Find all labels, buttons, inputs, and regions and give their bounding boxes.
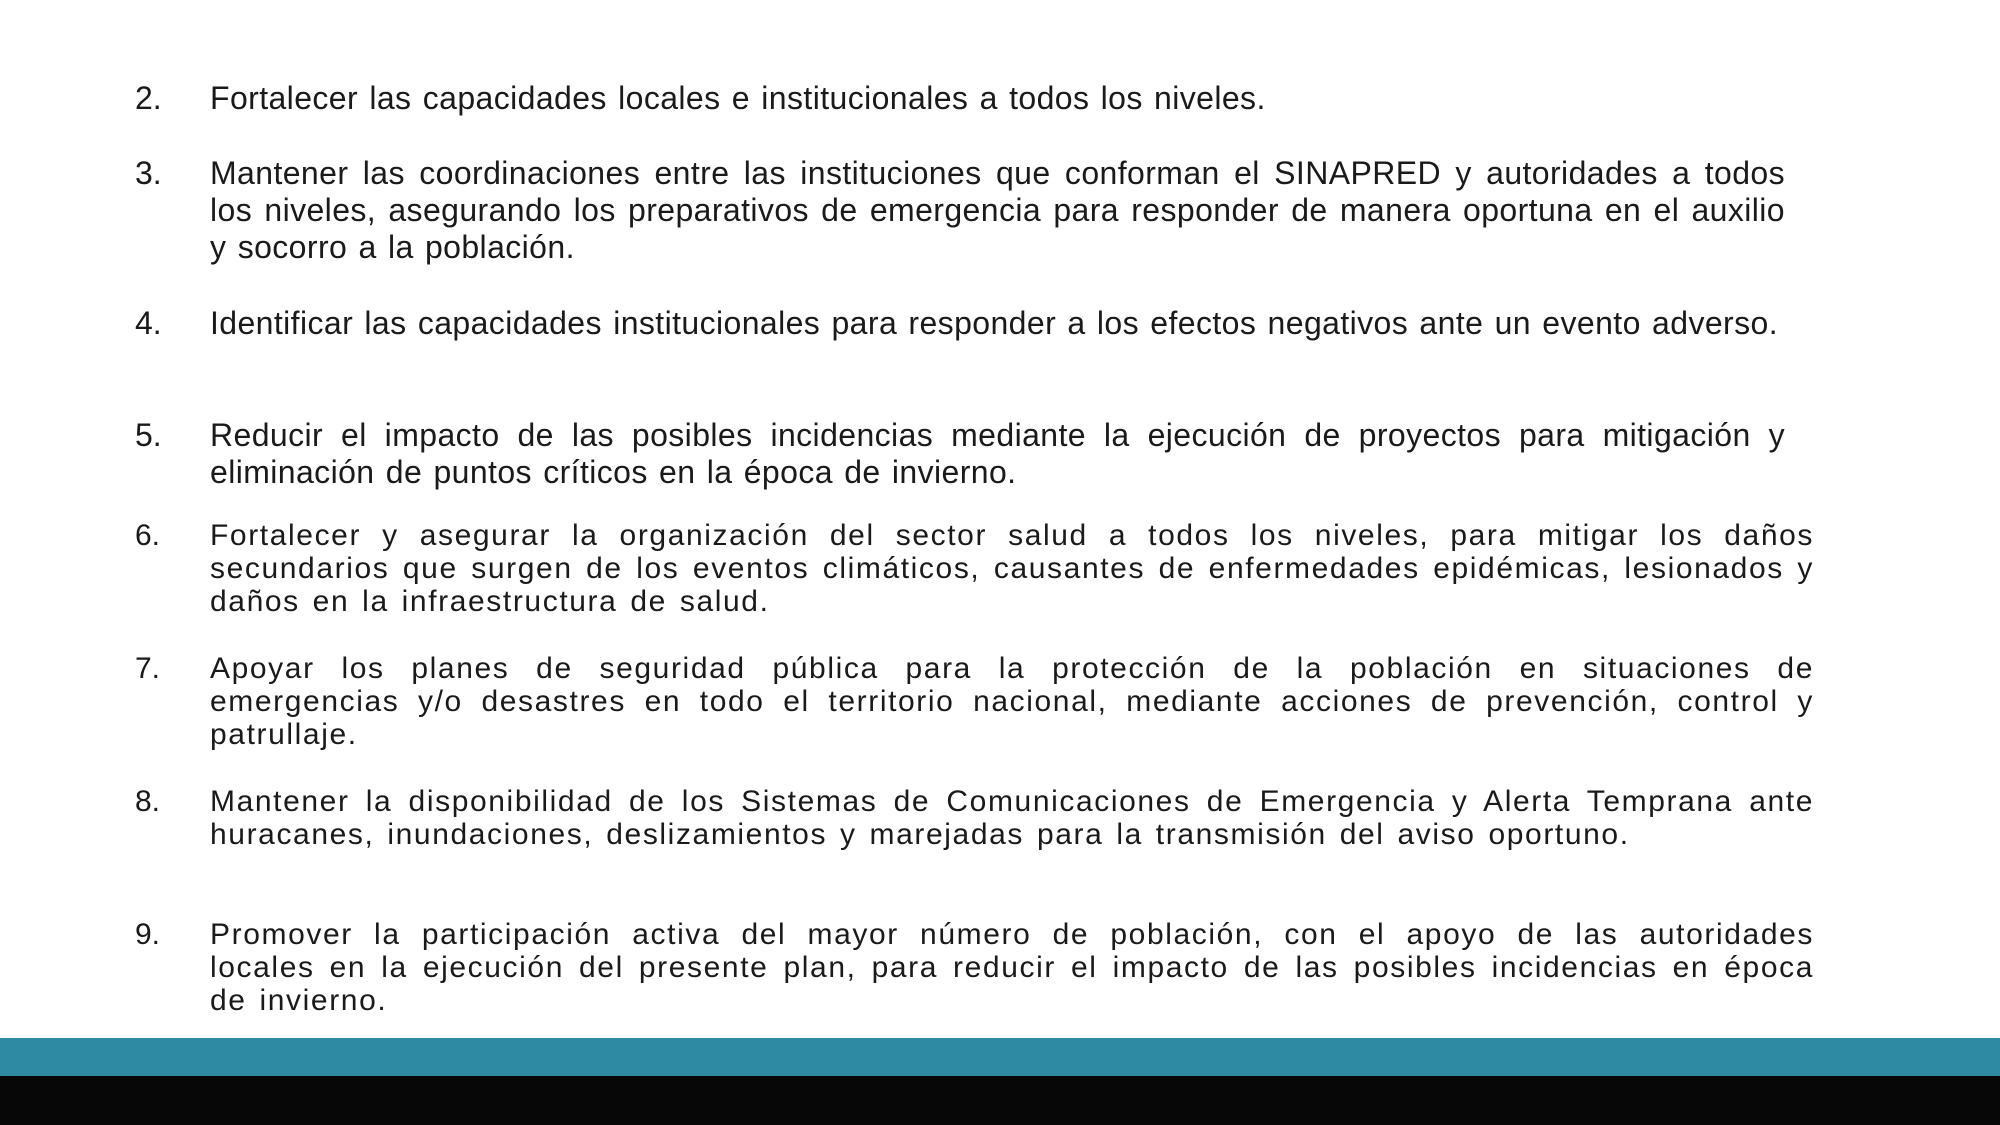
item-number: 6. [135, 519, 161, 552]
footer-dark-bar [0, 1076, 2000, 1125]
item-text: Identificar las capacidades institucionales para responder a los efectos negativos ante un evento adverso. [210, 305, 1778, 341]
item-text: Mantener las coordinaciones entre las instituciones que conforman el SINAPRED y autoridades a todos los niveles, asegurando los preparativos de emergencia para responder de manera oportuna en el auxilio y socorro a la población. [210, 155, 1785, 265]
item-number: 9. [135, 918, 161, 951]
item-text: Reducir el impacto de las posibles incidencias mediante la ejecución de proyectos para mitigación y eliminación de puntos críticos en la época de invierno. [210, 417, 1785, 490]
footer-teal-bar [0, 1038, 2000, 1076]
list-item-9 [135, 918, 1814, 1017]
item-text: Promover la participación activa del mayor número de población, con el apoyo de las autoridades locales en la ejecución del presente plan, para reducir el impacto de las posibles incidencias en época de invierno. [210, 918, 1814, 1017]
item-text: Apoyar los planes de seguridad pública para la protección de la población en situaciones de emergencias y/o desastres en todo el territorio nacional, mediante acciones de prevención, control y patrullaje. [210, 652, 1814, 751]
item-text: Fortalecer las capacidades locales e institucionales a todos los niveles. [210, 80, 1266, 116]
item-number: 3. [135, 155, 162, 191]
item-text: Fortalecer y asegurar la organización del sector salud a todos los niveles, para mitigar los daños secundarios que surgen de los eventos climáticos, causantes de enfermedades epidémicas, lesionados y daños en la infraestructura de salud. [210, 519, 1814, 618]
list-item-4 [135, 305, 1785, 342]
item-number: 7. [135, 652, 161, 685]
item-number: 5. [135, 417, 162, 453]
item-text: Mantener la disponibilidad de los Sistemas de Comunicaciones de Emergencia y Alerta Temprana ante huracanes, inundaciones, deslizamientos y marejadas para la transmisión del aviso oportuno. [210, 785, 1814, 851]
item-number: 2. [135, 80, 162, 116]
list-item-7 [135, 652, 1814, 751]
list-item-2 [135, 80, 1785, 117]
list-item-6 [135, 519, 1814, 618]
list-item-3 [135, 155, 1785, 266]
list-item-5 [135, 417, 1785, 491]
item-number: 8. [135, 785, 161, 818]
list-item-8 [135, 785, 1814, 851]
item-number: 4. [135, 305, 162, 341]
